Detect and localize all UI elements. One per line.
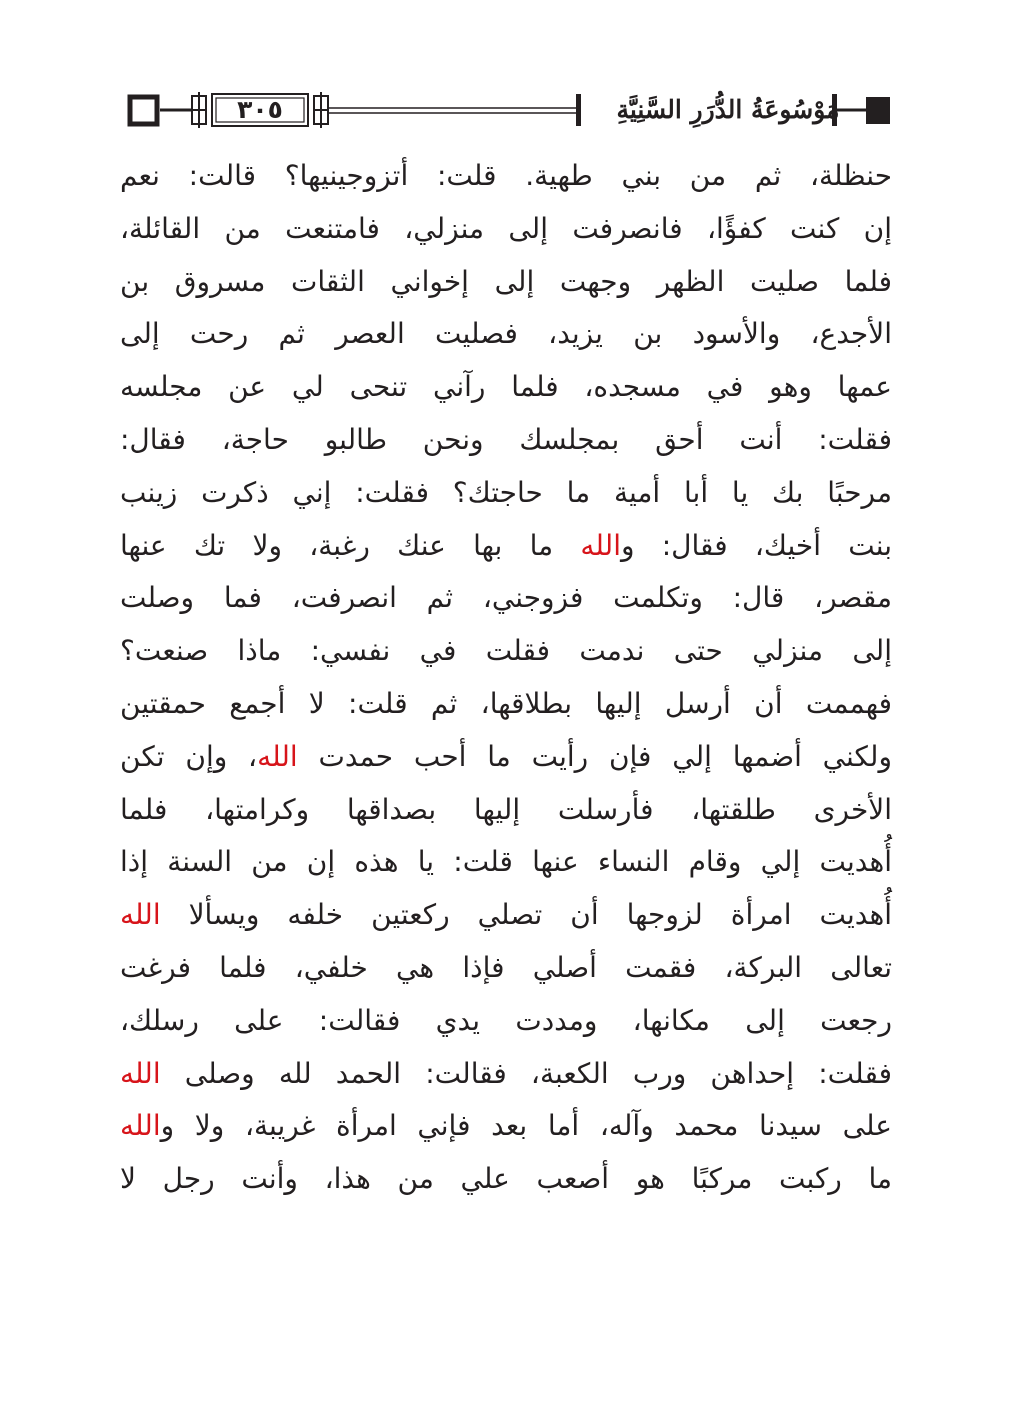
text-line <box>120 1048 892 1101</box>
text-line <box>120 572 892 625</box>
text-line <box>120 995 892 1048</box>
divine-name: الله <box>120 1109 161 1143</box>
text-line <box>120 256 892 309</box>
text-line <box>120 414 892 467</box>
text-segment: رجعت إلى مكانها، ومددت يدي فقالت: على رسلك، <box>120 1003 892 1037</box>
text-segment: فقلت: أنت أحق بمجلسك ونحن طالبو حاجة، فقال: <box>120 422 892 456</box>
text-line <box>120 731 892 784</box>
text-segment: حنظلة، ثم من بني طهية. قلت: أتزوجينيها؟ قالت: نعم <box>120 159 892 192</box>
text-segment: عمها وهو في مسجده، فلما رآني تنحى لي عن مجلسه <box>120 370 892 404</box>
text-segment: أُهديت إلي وقام النساء عنها قلت: يا هذه إن من السنة إذا <box>120 845 892 879</box>
text-segment: مقصر، قال: وتكلمت فزوجني، ثم انصرفت، فما وصلت <box>120 581 892 615</box>
text-line <box>120 942 892 995</box>
text-segment: بنت أخيك، فقال: و <box>620 528 892 562</box>
text-segment: أُهديت امرأة لزوجها أن تصلي ركعتين خلفه ويسألا <box>160 898 892 932</box>
body-text <box>120 150 892 1206</box>
book-title: مَوْسُوعَةُ الدُّرَرِ السَّنِيَّةِ <box>616 95 840 124</box>
text-line <box>120 361 892 414</box>
text-segment: فهممت أن أرسل إليها بطلاقها، ثم قلت: لا أجمع حمقتين <box>120 686 892 720</box>
text-segment: الأخرى طلقتها، فأرسلت إليها بصداقها وكرامتها، فلما <box>120 792 892 826</box>
text-line <box>120 678 892 731</box>
text-segment: ، وإن تكن <box>120 739 258 773</box>
text-line <box>120 1153 892 1206</box>
text-segment: ما ركبت مركبًا هو أصعب علي من هذا، وأنت رجل لا <box>120 1162 892 1196</box>
text-segment: ما بها عنك رغبة، ولا تك عنها <box>120 528 581 562</box>
text-segment: تعالى البركة، فقمت أصلي فإذا هي خلفي، فلما فرغت <box>120 950 892 984</box>
text-line <box>120 625 892 678</box>
text-line <box>120 467 892 520</box>
divine-name: الله <box>257 739 298 773</box>
page-header <box>120 88 900 140</box>
text-line <box>120 308 892 361</box>
text-segment: إن كنت كفؤًا، فانصرفت إلى منزلي، فامتنعت من القائلة، <box>120 211 892 245</box>
text-line <box>120 150 892 203</box>
divine-name: الله <box>120 1056 161 1090</box>
text-segment: مرحبًا بك يا أبا أمية ما حاجتك؟ فقلت: إني ذكرت زينب <box>120 475 892 509</box>
text-segment: فلما صليت الظهر وجهت إلى إخواني الثقات مسروق بن <box>120 264 892 298</box>
divine-name: الله <box>120 898 161 932</box>
text-segment: الأجدع، والأسود بن يزيد، فصليت العصر ثم رحت إلى <box>120 317 892 351</box>
text-line <box>120 203 892 256</box>
divine-name: الله <box>580 528 621 562</box>
text-line <box>120 836 892 889</box>
text-line <box>120 1100 892 1153</box>
text-segment: ولكني أضمها إلي فإن رأيت ما أحب حمدت <box>297 739 892 773</box>
text-line <box>120 520 892 573</box>
text-segment: إلى منزلي حتى ندمت فقلت في نفسي: ماذا صنعت؟ <box>120 634 892 668</box>
text-line <box>120 784 892 837</box>
text-segment: فقلت: إحداهن ورب الكعبة، فقالت: الحمد لله وصلى <box>160 1056 892 1090</box>
text-segment: على سيدنا محمد وآله، أما بعد فإني امرأة غريبة، ولا و <box>160 1109 892 1143</box>
text-line <box>120 889 892 942</box>
page-number: ٣٠٥ <box>237 95 283 124</box>
